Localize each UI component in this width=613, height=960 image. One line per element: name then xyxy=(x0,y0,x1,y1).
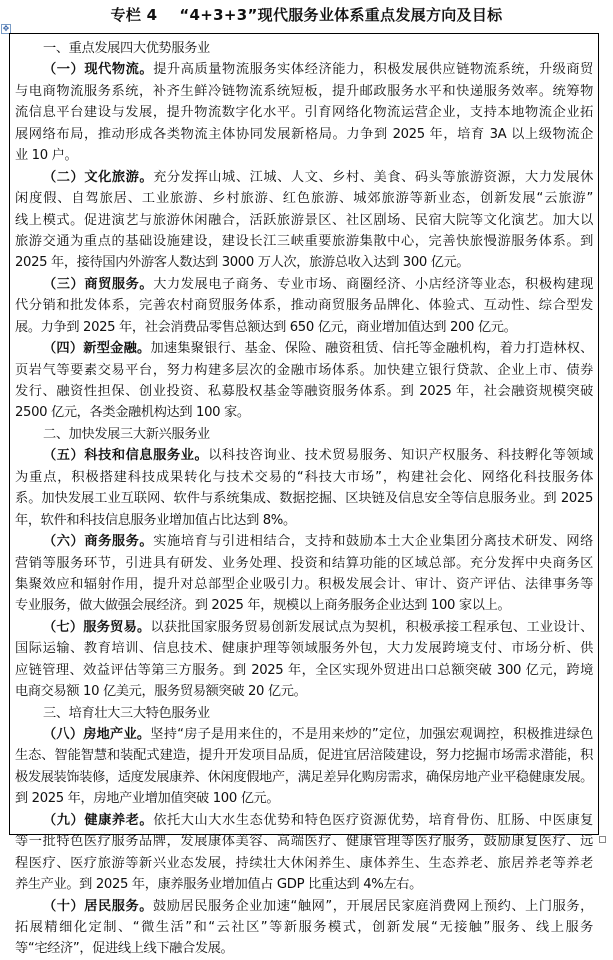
paragraph-text: 加速集聚银行、基金、保险、融资租赁、信托等金融机构，着力打造林权、 xyxy=(150,341,593,357)
paragraph-line: 2500 亿元，各类金融机构达到 100 家。 xyxy=(15,405,250,421)
paragraph-first-line xyxy=(15,617,593,638)
paragraph-lead: （九）健康养老。 xyxy=(43,812,154,828)
paragraph-first-line xyxy=(15,810,593,831)
paragraph-lead: （三）商贸服务。 xyxy=(43,276,154,292)
paragraph-line: 2025 年，接待国内外游客人数达到 3000 万人次，旅游总收入达到 300 亿元。 xyxy=(15,255,470,271)
paragraph-line: 业 10 户。 xyxy=(15,148,78,164)
paragraph-line: 旅游交通为重点的基础设施建设，建设长江三峡重要旅游集散中心，完善快旅慢游服务体系。到 xyxy=(15,233,593,249)
paragraph-lead: （二）文化旅游。 xyxy=(43,169,154,185)
paragraph-line: 年，软件和科技信息服务业增加值占比达到 8%。 xyxy=(15,512,296,528)
box-content xyxy=(15,38,593,960)
paragraph-first-line xyxy=(15,338,593,359)
paragraph-line: 专业服务，做大做强会展经济。到 2025 年，规模以上商务服务企业达到 100 家以上。 xyxy=(15,598,511,614)
paragraph-first-line xyxy=(15,167,593,188)
paragraph-line: 应链管理、效益评估等第三方服务。到 2025 年，全区实现外贸进出口总额突破 300 亿元，跨境 xyxy=(15,662,593,678)
table-resize-handle-icon[interactable] xyxy=(599,836,606,843)
paragraph-first-line xyxy=(15,59,593,80)
paragraph-text: 以获批国家服务贸易创新发展试点为契机，积极承接工程承包、工业设计、 xyxy=(150,619,593,635)
paragraph-text: 坚持“房子是用来住的，不是用来炒的”定位，加强宏观调控，积极推进绿色 xyxy=(150,727,593,742)
paragraph-lead: （四）新型金融。 xyxy=(43,341,151,357)
paragraph-line: 为重点，积极搭建科技成果转化与技术交易的“科技大市场”，构建社会化、网络化科技服务体 xyxy=(15,469,593,485)
paragraph-lead: （六）商务服务。 xyxy=(43,534,154,550)
box-title-text: “4+3+3”现代服务业体系重点发展方向及目标 xyxy=(179,6,503,24)
section-heading: 一、重点发展四大优势服务业 xyxy=(43,41,210,56)
paragraph-line: 代分销和批发体系，完善农村商贸服务体系，推动商贸服务品牌化、体验式、互动性、综合型发 xyxy=(15,298,593,314)
section-heading: 三、培育壮大三大特色服务业 xyxy=(43,705,210,721)
paragraph-first-line xyxy=(15,274,593,295)
paragraph-line: 极发展装饰装修，适度发展康养、休闲度假地产，满足差异化购房需求，确保房地产业平稳健康发展。 xyxy=(15,769,593,785)
paragraph-lead: （一）现代物流。 xyxy=(43,62,154,78)
paragraph-line: 线上模式。促进演艺与旅游休闲融合，活跃旅游景区、社区剧场、民宿大院等文化演艺。加大以 xyxy=(15,212,593,228)
paragraph-line: 程医疗、医疗旅游等新兴业态发展，持续壮大休闲养生、康体养生、生态养老、旅居养老等养老 xyxy=(15,855,593,871)
paragraph-line: 展。力争到 2025 年，社会消费品零售总额达到 650 亿元，商业增加值达到 200 亿元。 xyxy=(15,319,517,335)
section-heading: 二、加快发展三大新兴服务业 xyxy=(43,426,210,442)
paragraph-text: 提升高质量物流服务实体经济能力，积极发展供应链物流系统，升级商贸 xyxy=(153,62,593,78)
paragraph-lead: （八）房地产业。 xyxy=(43,727,151,742)
paragraph-line: 流信息平台建设与发展，提升物流数字化水平。引育网络化物流运营企业，支持本地物流企业拓 xyxy=(15,105,593,121)
paragraph-first-line xyxy=(15,724,593,745)
text-box xyxy=(9,33,599,957)
paragraph-text: 实施培育与引进相结合，支持和鼓励本土大企业集团分离技术研发、网络 xyxy=(153,534,593,550)
paragraph-line: 等一批特色医疗服务品牌，发展康体美容、高端医疗、健康管理等医疗服务，鼓励康复医疗、远 xyxy=(15,834,593,850)
paragraph-first-line xyxy=(15,531,593,552)
box-title xyxy=(0,4,613,26)
paragraph-line: 等“宅经济”，促进线上线下融合发展。 xyxy=(15,941,234,957)
paragraph-line: 生态、智能智慧和装配式建造，提升开发项目品质，促进宜居涪陵建设，努力挖掘市场需求潜能，积 xyxy=(15,748,593,764)
paragraph-line: 营销等服务环节，引进具有研发、业务处理、投资和结算功能的区域总部。充分发挥中央商务区 xyxy=(15,555,593,571)
paragraph-first-line xyxy=(15,445,593,466)
paragraph-text: 依托大山大水生态优势和特色医疗资源优势，培育骨伤、肛肠、中医康复 xyxy=(153,812,593,828)
paragraph-line: 拓展精细化定制、“微生活”和“云社区”等新服务模式，创新发展“无接触”服务、线上服务 xyxy=(15,919,593,935)
paragraph-line: 与电商物流服务系统，补齐生鲜冷链物流系统短板，提升邮政服务水平和快递服务效率。统筹物 xyxy=(15,83,593,99)
paragraph-line: 到 2025 年，房地产业增加值突破 100 亿元。 xyxy=(15,791,280,807)
paragraph-text: 以科技咨询业、技术贸易服务、知识产权服务、科技孵化等领域 xyxy=(208,448,593,464)
paragraph-line: 页岩气等要素交易平台，努力构建多层次的金融市场体系。加快建立银行贷款、企业上市、债券 xyxy=(15,362,593,378)
paragraph-line: 养生产业。到 2025 年，康养服务业增加值占 GDP 比重达到 4%左右。 xyxy=(15,877,422,893)
paragraph-text: 大力发展电子商务、专业市场、商圈经济、小店经济等业态，积极构建现 xyxy=(153,276,593,292)
paragraph-line: 系。加快发展工业互联网、软件与系统集成、数据挖掘、区块链及信息安全等信息服务业。到 2025 xyxy=(15,491,593,507)
paragraph-lead: （五）科技和信息服务业。 xyxy=(43,448,209,464)
paragraph-text: 鼓励居民服务企业加速“触网”，开展居民家庭消费网上预约、上门服务， xyxy=(152,898,593,914)
paragraph-lead: （七）服务贸易。 xyxy=(43,619,151,635)
paragraph-first-line xyxy=(15,896,593,917)
table-move-handle-icon[interactable]: ✥ xyxy=(2,24,10,33)
paragraph-line: 集聚效应和辐射作用，提升对总部型企业吸引力。积极发展会计、审计、资产评估、法律事务等 xyxy=(15,576,593,592)
box-label: 专栏 4 xyxy=(110,6,158,24)
paragraph-line: 展网络布局，推动形成各类物流主体协同发展新格局。力争到 2025 年，培育 3A 以上级物流企 xyxy=(15,126,593,142)
paragraph-line: 闲度假、自驾旅居、工业旅游、乡村旅游、红色旅游、城郊旅游等新业态，创新发展“云旅游” xyxy=(15,191,593,207)
paragraph-line: 国际运输、教育培训、信息技术、健康护理等领域服务外包，大力发展跨境支付、市场分析、供 xyxy=(15,641,593,657)
paragraph-line: 电商交易额 10 亿美元，服务贸易额突破 20 亿元。 xyxy=(15,684,307,700)
paragraph-lead: （十）居民服务。 xyxy=(43,898,153,914)
paragraph-line: 发行、融资性担保、创业投资、私募股权基金等融资服务体系。到 2025 年，社会融资规模突破 xyxy=(15,384,593,399)
paragraph-text: 充分发挥山城、江城、人文、乡村、美食、码头等旅游资源，大力发展休 xyxy=(153,169,593,185)
